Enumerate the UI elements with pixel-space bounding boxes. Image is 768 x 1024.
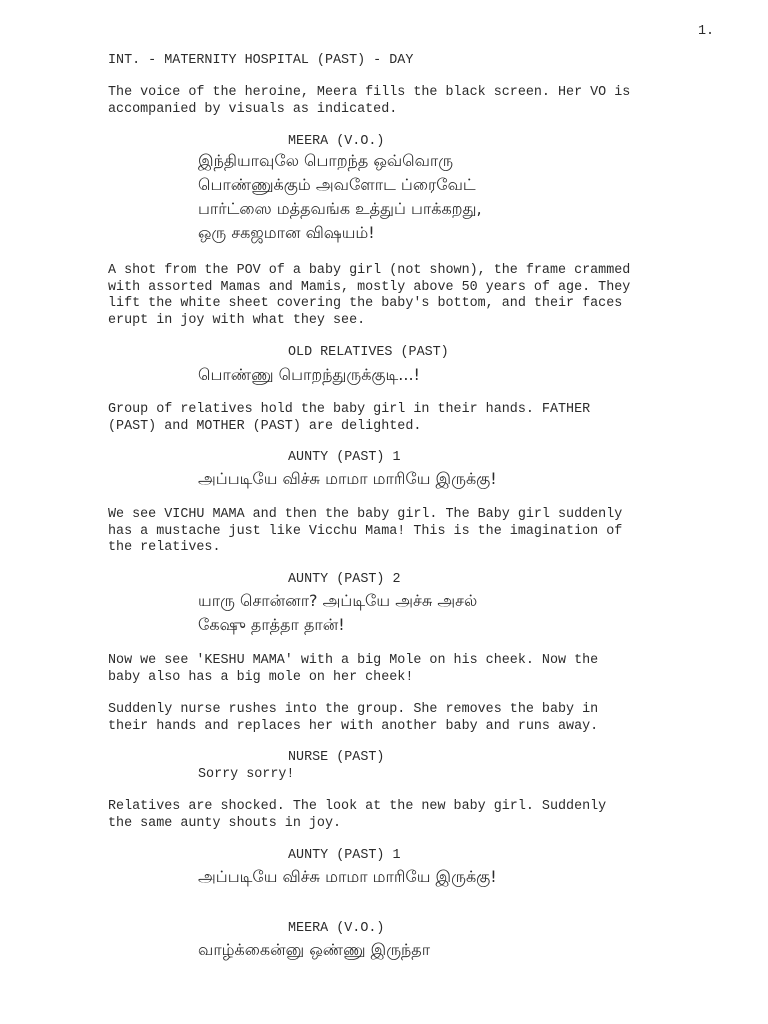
dialogue-line: Sorry sorry!: [198, 767, 295, 782]
action-line: We see VICHU MAMA and then the baby girl. The Baby girl suddenly has a mustache just like Vicchu Mama! This is the imagination of the relatives.: [108, 507, 623, 556]
dialogue-line: யாரு சொன்னா? அப்டியே அச்சு அசல் கேஷு தாத்தா தான்!: [198, 591, 478, 634]
character-cue: AUNTY (PAST) 1: [288, 450, 401, 465]
dialogue-line: அப்படியே விச்சு மாமா மாரியே இருக்கு!: [198, 469, 497, 488]
character-cue: AUNTY (PAST) 1: [288, 848, 401, 863]
scene-heading: INT. - MATERNITY HOSPITAL (PAST) - DAY: [108, 53, 414, 68]
action-line: A shot from the POV of a baby girl (not shown), the frame crammed with assorted Mamas and Mamis, mostly above 50 years of age. They lift the white sheet covering the baby's bottom, and their faces erupt in joy with what they see.: [108, 263, 631, 328]
dialogue-line: அப்படியே விச்சு மாமா மாரியே இருக்கு!: [198, 867, 497, 886]
character-cue: MEERA (V.O.): [288, 134, 385, 149]
action-line: Now we see 'KESHU MAMA' with a big Mole on his cheek. Now the baby also has a big mole on her cheek!: [108, 653, 599, 685]
action-line: The voice of the heroine, Meera fills the black screen. Her VO is accompanied by visuals as indicated.: [108, 85, 631, 117]
dialogue-line: பொண்ணு பொறந்துருக்குடி...!: [198, 365, 420, 384]
action-line: Suddenly nurse rushes into the group. She removes the baby in their hands and replaces her with another baby and runs away.: [108, 702, 599, 734]
character-cue: NURSE (PAST): [288, 750, 385, 765]
dialogue-line: இந்தியாவுலே பொறந்த ஒவ்வொரு பொண்ணுக்கும் அவளோட ப்ரைவேட் பார்ட்ஸை மத்தவங்க உத்துப் பாக்கறது, ஒரு சகஜமான விஷயம்!: [198, 151, 482, 242]
dialogue-line: வாழ்க்கைன்னு ஒண்ணு இருந்தா: [198, 940, 431, 959]
action-line: Relatives are shocked. The look at the new baby girl. Suddenly the same aunty shouts in joy.: [108, 799, 607, 831]
character-cue: OLD RELATIVES (PAST): [288, 345, 449, 360]
action-line: Group of relatives hold the baby girl in their hands. FATHER (PAST) and MOTHER (PAST) are delighted.: [108, 402, 591, 434]
character-cue: MEERA (V.O.): [288, 921, 385, 936]
character-cue: AUNTY (PAST) 2: [288, 572, 401, 587]
page-number: 1.: [698, 24, 715, 39]
